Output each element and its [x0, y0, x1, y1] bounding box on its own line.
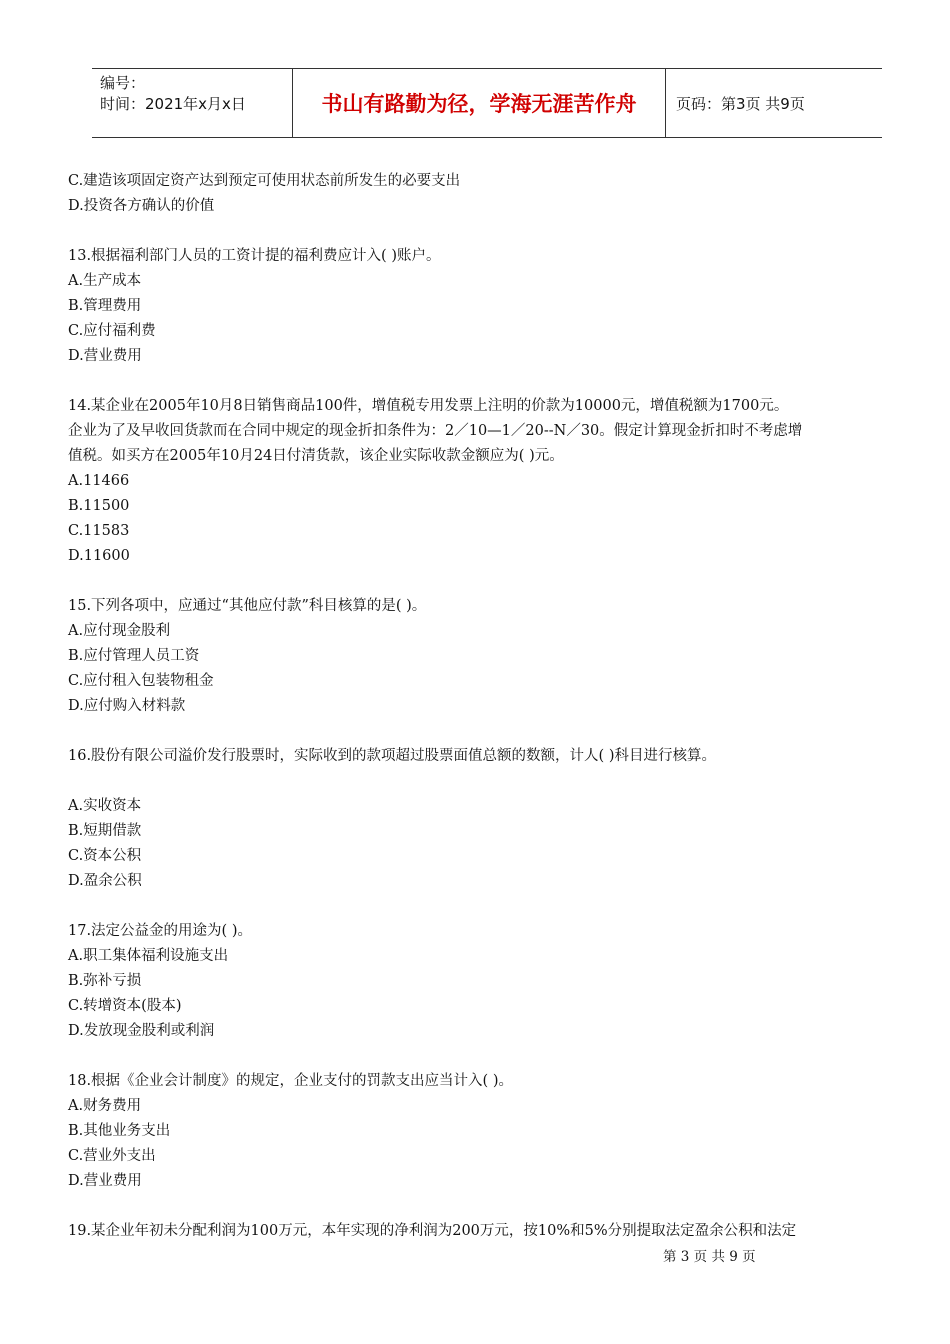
blank-line	[68, 569, 908, 594]
text-line: C.11583	[68, 523, 130, 539]
text-line: A.财务费用	[68, 1098, 142, 1114]
blank-line	[68, 719, 908, 744]
text-line: A.应付现金股利	[68, 623, 171, 639]
text-line: B.其他业务支出	[68, 1123, 171, 1139]
text-line: 14.某企业在2005年10月8日销售商品100件，增值税专用发票上注明的价款为10000元，增值税额为1700元。	[68, 398, 789, 414]
page-footer: 第 3 页 共 9 页	[663, 1249, 756, 1265]
blank-line	[68, 219, 908, 244]
text-line: D.发放现金股利或利润	[68, 1023, 215, 1039]
text-line: 17.法定公益金的用途为( )。	[68, 923, 252, 939]
text-line: 19.某企业年初未分配利润为100万元，本年实现的净利润为200万元，按10%和5%分别提取法定盈余公积和法定	[68, 1223, 797, 1239]
text-line: A.11466	[68, 473, 130, 489]
text-line: C.营业外支出	[68, 1148, 156, 1164]
header-meta	[92, 69, 293, 137]
header-page-info: 页码：第3页 共9页	[676, 94, 805, 113]
blank-line	[68, 1194, 908, 1219]
text-line: C.建造该项固定资产达到预定可使用状态前所发生的必要支出	[68, 173, 461, 189]
text-line: C.应付租入包装物租金	[68, 673, 214, 689]
text-line: 16.股份有限公司溢价发行股票时，实际收到的款项超过股票面值总额的数额，计人( )科目进行核算。	[68, 748, 716, 764]
text-line: 企业为了及早收回货款而在合同中规定的现金折扣条件为：2／10—1／20--N／30。假定计算现金折扣时不考虑增	[68, 423, 803, 439]
text-line: B.管理费用	[68, 298, 142, 314]
text-line: C.资本公积	[68, 848, 142, 864]
text-line: 18.根据《企业会计制度》的规定，企业支付的罚款支出应当计入( )。	[68, 1073, 513, 1089]
header-slogan: 书山有路勤为径，学海无涯苦作舟	[293, 69, 666, 137]
blank-line	[68, 769, 908, 794]
text-line: 15.下列各项中，应通过“其他应付款”科目核算的是( )。	[68, 598, 427, 614]
text-line: C.应付福利费	[68, 323, 156, 339]
text-line: 13.根据福利部门人员的工资计提的福利费应计入( )账户。	[68, 248, 441, 264]
text-line: D.盈余公积	[68, 873, 142, 889]
text-line: A.实收资本	[68, 798, 142, 814]
text-line: B.短期借款	[68, 823, 142, 839]
text-line: B.弥补亏损	[68, 973, 142, 989]
text-line: D.营业费用	[68, 348, 142, 364]
text-line: C.转增资本(股本)	[68, 998, 182, 1014]
text-line: D.投资各方确认的价值	[68, 198, 215, 214]
text-line: D.应付购入材料款	[68, 698, 186, 714]
text-line: B.应付管理人员工资	[68, 648, 200, 664]
blank-line	[68, 369, 908, 394]
blank-line	[68, 894, 908, 919]
blank-line	[68, 1044, 908, 1069]
page-header	[92, 68, 882, 138]
document-body	[68, 169, 908, 1244]
text-line: B.11500	[68, 498, 130, 514]
text-line: A.生产成本	[68, 273, 142, 289]
text-line: D.营业费用	[68, 1173, 142, 1189]
text-line: D.11600	[68, 548, 130, 564]
time-label: 时间：2021年x月x日	[100, 95, 246, 113]
text-line: A.职工集体福利设施支出	[68, 948, 229, 964]
text-line: 值税。如买方在2005年10月24日付清货款，该企业实际收款金额应为( )元。	[68, 448, 564, 464]
number-label: 编号：	[100, 74, 146, 92]
